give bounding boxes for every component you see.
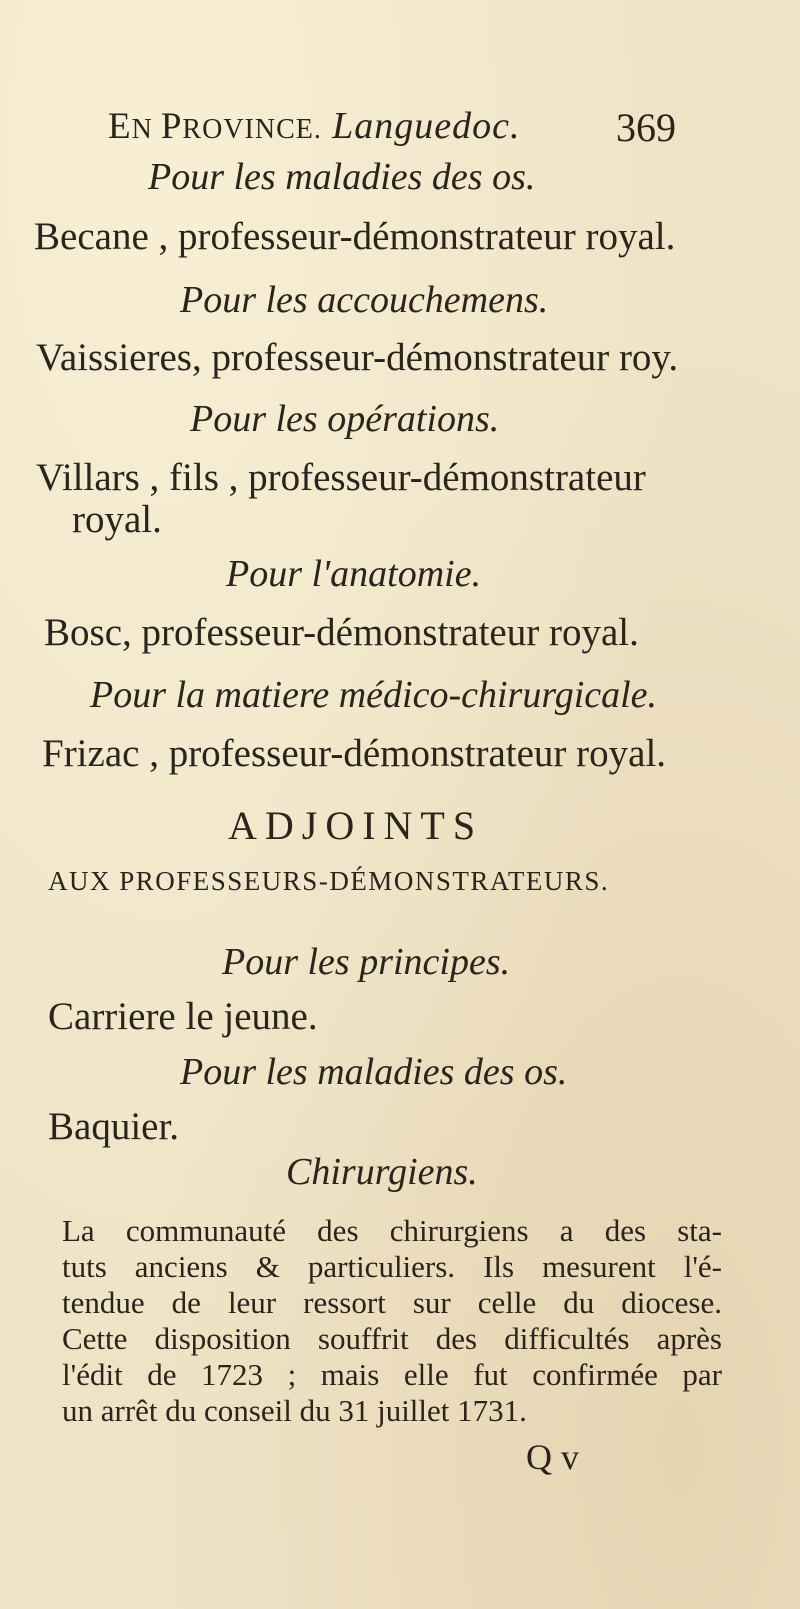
- adjoints-title: ADJOINTS: [228, 803, 484, 848]
- section-entry: Bosc, professeur-démonstrateur royal.: [44, 611, 639, 654]
- chirurgiens-heading: Chirurgiens.: [286, 1151, 478, 1193]
- section-heading: Pour la matiere médico-chirurgicale.: [90, 674, 658, 716]
- section-heading: Pour les opérations.: [190, 398, 500, 440]
- section-heading: Pour les accouchemens.: [180, 279, 549, 321]
- paragraph-line: l'édit de 1723 ; mais elle fut confirmée par: [62, 1357, 722, 1392]
- paragraph-line: un arrêt du conseil du 31 juillet 1731.: [62, 1393, 527, 1428]
- paragraph-line: Cette disposition souffrit des difficultés après: [62, 1321, 722, 1356]
- section-entry: Baquier.: [48, 1105, 180, 1148]
- section-heading: Pour les maladies des os.: [180, 1051, 568, 1093]
- section-heading: Pour les maladies des os.: [148, 156, 536, 198]
- running-head-region: Languedoc.: [332, 105, 521, 147]
- section-entry-continued: royal.: [72, 498, 162, 541]
- section-entry: Frizac , professeur-démonstrateur royal.: [42, 732, 667, 775]
- running-head-word2: ROVINCE.: [182, 114, 322, 145]
- page-number: 369: [616, 105, 676, 150]
- section-entry: Carriere le jeune.: [48, 995, 318, 1038]
- paragraph-line: tuts anciens & particuliers. Ils mesurent l'é-: [62, 1249, 722, 1284]
- section-heading: Pour l'anatomie.: [226, 553, 482, 595]
- adjoints-subtitle: AUX PROFESSEURS-DÉMONSTRATEURS.: [48, 866, 610, 896]
- running-head-initial2: P: [160, 106, 183, 147]
- paragraph-line: La communauté des chirurgiens a des sta-: [62, 1213, 722, 1248]
- chirurgiens-paragraph: [62, 1213, 722, 1429]
- running-head-word1: N: [131, 114, 161, 145]
- section-entry: Villars , fils , professeur-démonstrateur: [36, 456, 646, 499]
- running-head: [108, 104, 521, 148]
- paragraph-line: tendue de leur ressort sur celle du diocese.: [62, 1285, 722, 1320]
- section-entry: Vaissieres, professeur-démonstrateur roy.: [36, 336, 679, 379]
- section-heading: Pour les principes.: [222, 941, 511, 983]
- section-entry: Becane , professeur-démonstrateur royal.: [34, 215, 676, 258]
- catchword: Q v: [526, 1437, 579, 1477]
- running-head-initial: E: [108, 106, 132, 147]
